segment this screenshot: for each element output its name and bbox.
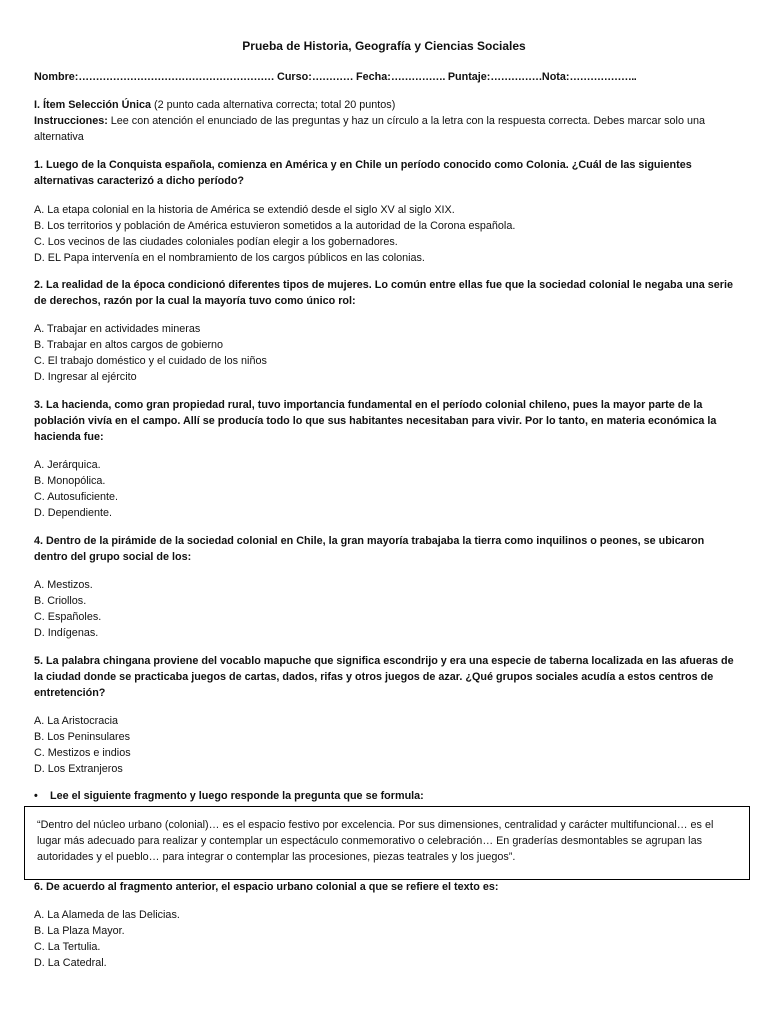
student-info-line bbox=[34, 69, 734, 85]
option-c[interactable]: C. La Tertulia. bbox=[34, 941, 101, 953]
option-a[interactable]: A. Mestizos. bbox=[34, 579, 93, 591]
option-c[interactable]: C. Mestizos e indios bbox=[34, 747, 131, 759]
instructions-label: Instrucciones: bbox=[34, 115, 108, 127]
name-label: Nombre: bbox=[34, 71, 79, 83]
fragment-instruction bbox=[34, 788, 734, 804]
question-2 bbox=[34, 277, 734, 385]
option-c[interactable]: C. El trabajo doméstico y el cuidado de los niños bbox=[34, 355, 267, 367]
section-points: (2 punto cada alternativa correcta; total 20 puntos) bbox=[154, 99, 396, 111]
option-a[interactable]: A. La Aristocracia bbox=[34, 715, 119, 727]
bullet-icon: • bbox=[34, 790, 38, 802]
question-6 bbox=[34, 879, 734, 971]
option-c[interactable]: C. Los vecinos de las ciudades coloniales podían elegir a los gobernadores. bbox=[34, 236, 398, 248]
score-label: Puntaje: bbox=[447, 71, 491, 83]
date-blank[interactable]: ……………. bbox=[390, 71, 445, 83]
question-4 bbox=[34, 533, 734, 641]
instructions-text: Lee con atención el enunciado de las preguntas y haz un círculo a la letra con la respuesta correcta. Debes marcar solo una alternativa bbox=[34, 115, 705, 143]
fragment-text: “Dentro del núcleo urbano (colonial)… es el espacio festivo por excelencia. Por sus dimensiones, centralidad y carácter multifuncional… es el lugar más adecuado para realizar y contemplar un espectáculo conmemorativo o celebración… En graderías desmontables se agrupan las autoridades y el pueblo… para integrar o contemplar las procesiones, piezas teatrales y los juegos”. bbox=[37, 819, 714, 863]
option-c[interactable]: C. Autosuficiente. bbox=[34, 491, 119, 503]
option-d[interactable]: D. Ingresar al ejército bbox=[34, 371, 137, 383]
question-text: 6. De acuerdo al fragmento anterior, el espacio urbano colonial a que se refiere el texto es: bbox=[34, 881, 499, 893]
grade-label: Nota: bbox=[541, 71, 570, 83]
question-text: 1. Luego de la Conquista española, comienza en América y en Chile un período conocido como Colonia. ¿Cuál de las siguientes alternativas caracterizó a dicho período? bbox=[34, 159, 692, 187]
option-d[interactable]: D. Dependiente. bbox=[34, 507, 113, 519]
course-label: Curso: bbox=[277, 71, 312, 83]
option-d[interactable]: D. Los Extranjeros bbox=[34, 763, 123, 775]
fragment-instruction-text: Lee el siguiente fragmento y luego responde la pregunta que se formula: bbox=[50, 790, 424, 802]
option-d[interactable]: D. La Catedral. bbox=[34, 957, 107, 969]
page-title: Prueba de Historia, Geografía y Ciencias Sociales bbox=[242, 39, 526, 53]
question-3 bbox=[34, 397, 734, 521]
option-b[interactable]: B. La Plaza Mayor. bbox=[34, 925, 125, 937]
question-5 bbox=[34, 653, 734, 777]
option-b[interactable]: B. Monopólica. bbox=[34, 475, 106, 487]
question-text: 3. La hacienda, como gran propiedad rural, tuvo importancia fundamental en el período colonial chileno, pues la mayor parte de la población vivía en el campo. Allí se producía todo lo que sus habitantes necesitaban para vivir. Por lo tanto, en materia económica la hacienda fue: bbox=[34, 399, 717, 443]
section-heading: I. Ítem Selección Única bbox=[34, 99, 152, 111]
date-label: Fecha: bbox=[356, 71, 391, 83]
question-text: 5. La palabra chingana proviene del vocablo mapuche que significa escondrijo y era una especie de taberna localizada en las afueras de la ciudad donde se practicaba juegos de cartas, dados, rifas y otros juegos de azar. ¿Qué grupos sociales acudía a estos centros de entretención? bbox=[34, 655, 734, 699]
option-c[interactable]: C. Españoles. bbox=[34, 611, 102, 623]
option-b[interactable]: B. Trabajar en altos cargos de gobierno bbox=[34, 339, 224, 351]
option-a[interactable]: A. Jerárquica. bbox=[34, 459, 101, 471]
fragment-box bbox=[24, 806, 750, 880]
option-a[interactable]: A. Trabajar en actividades mineras bbox=[34, 323, 201, 335]
question-1 bbox=[34, 157, 734, 266]
option-d[interactable]: D. EL Papa intervenía en el nombramiento de los cargos públicos en las colonias. bbox=[34, 252, 425, 264]
option-b[interactable]: B. Los Peninsulares bbox=[34, 731, 131, 743]
option-a[interactable]: A. La Alameda de las Delicias. bbox=[34, 909, 180, 921]
question-text: 2. La realidad de la época condicionó diferentes tipos de mujeres. Lo común entre ellas fue que la sociedad colonial le negaba una serie de derechos, razón por la cual la mayoría tuvo como único rol: bbox=[34, 279, 733, 307]
section-instructions bbox=[34, 97, 734, 145]
course-blank[interactable]: ………… bbox=[311, 71, 354, 83]
option-b[interactable]: B. Los territorios y población de América estuvieron sometidos a la autoridad de la Corona española. bbox=[34, 220, 516, 232]
name-blank[interactable]: ………………………………………………… bbox=[78, 71, 275, 83]
option-d[interactable]: D. Indígenas. bbox=[34, 627, 99, 639]
question-text: 4. Dentro de la pirámide de la sociedad colonial en Chile, la gran mayoría trabajaba la tierra como inquilinos o peones, se ubicaron dentro del grupo social de los: bbox=[34, 535, 705, 563]
grade-blank[interactable]: ……………….. bbox=[569, 71, 637, 83]
option-a[interactable]: A. La etapa colonial en la historia de América se extendió desde el siglo XV al siglo XIX. bbox=[34, 204, 455, 216]
option-b[interactable]: B. Criollos. bbox=[34, 595, 87, 607]
score-blank[interactable]: …………… bbox=[490, 71, 542, 83]
